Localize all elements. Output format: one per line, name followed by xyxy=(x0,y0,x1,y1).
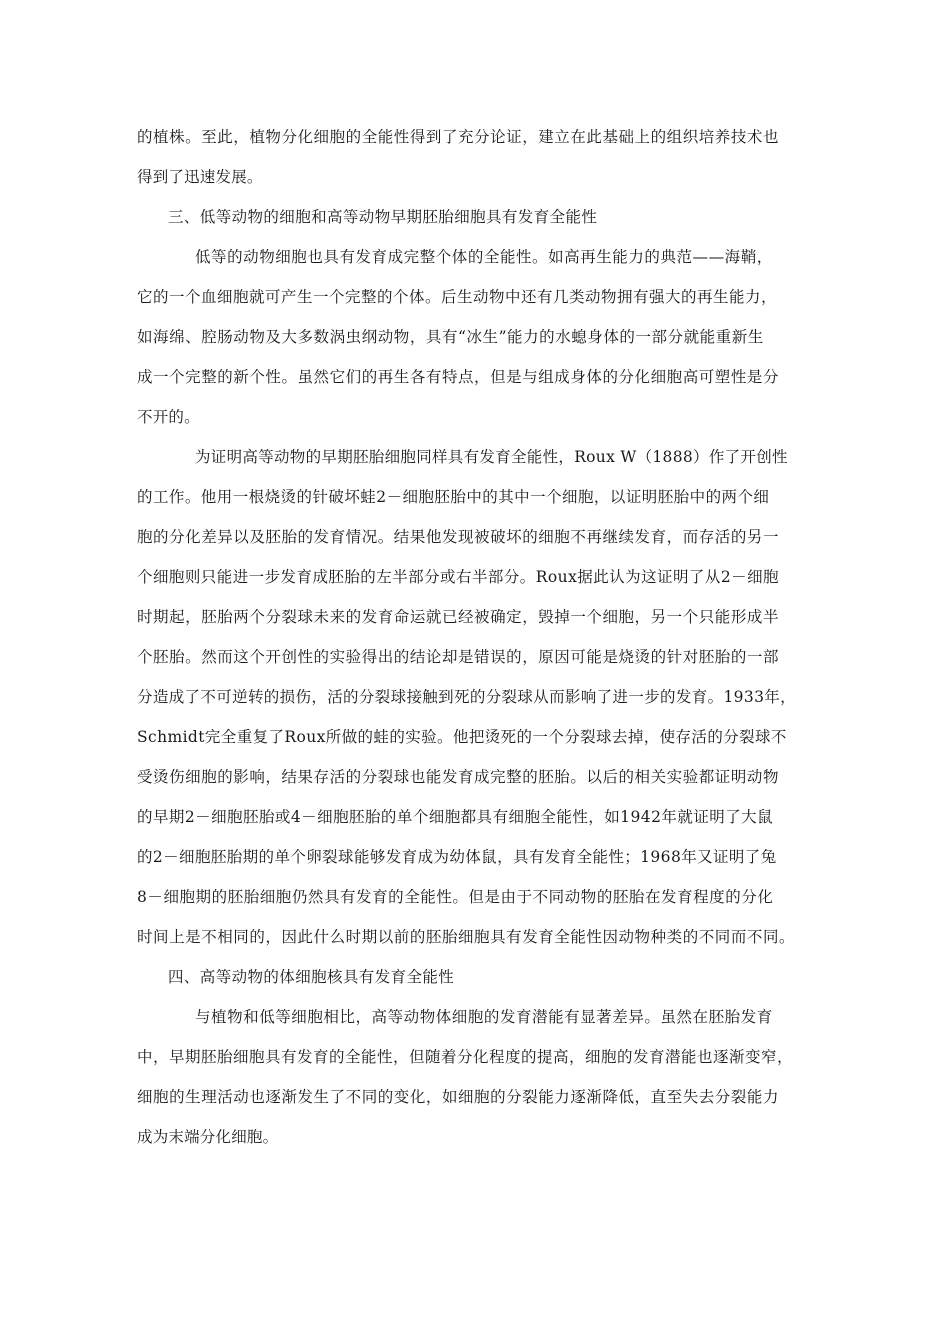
text-line: 个胚胎。然而这个开创性的实验得出的结论却是错误的，原因可能是烧烫的针对胚胎的一部 xyxy=(137,648,780,666)
text-line: 的2－细胞胚胎期的单个卵裂球能够发育成为幼体鼠，具有发育全能性；1968年又证明了兔 xyxy=(137,848,777,866)
section-heading-3: 三、低等动物的细胞和高等动物早期胚胎细胞具有发育全能性 xyxy=(168,208,598,226)
text-line: 成一个完整的新个性。虽然它们的再生各有特点，但是与组成身体的分化细胞高可塑性是分 xyxy=(137,368,780,386)
text-line: 胞的分化差异以及胚胎的发育情况。结果他发现被破坏的细胞不再继续发育，而存活的另一 xyxy=(137,528,780,546)
text-line: 得到了迅速发展。 xyxy=(137,168,263,186)
text-line: 不开的。 xyxy=(137,408,200,426)
text-line: 为证明高等动物的早期胚胎细胞同样具有发育全能性，Roux W（1888）作了开创性 xyxy=(195,448,788,466)
text-line: Schmidt完全重复了Roux所做的蛙的实验。他把烫死的一个分裂球去掉，使存活的分裂球不 xyxy=(137,728,787,746)
section-heading-4: 四、高等动物的体细胞核具有发育全能性 xyxy=(168,968,455,986)
text-line: 中，早期胚胎细胞具有发育的全能性，但随着分化程度的提高，细胞的发育潜能也逐渐变窄， xyxy=(137,1048,794,1066)
text-line: 个细胞则只能进一步发育成胚胎的左半部分或右半部分。Roux据此认为这证明了从2－细胞 xyxy=(137,568,779,586)
text-line: 低等的动物细胞也具有发育成完整个体的全能性。如高再生能力的典范——海鞘， xyxy=(195,248,773,266)
text-line: 8－细胞期的胚胎细胞仍然具有发育的全能性。但是由于不同动物的胚胎在发育程度的分化 xyxy=(137,888,774,906)
text-line: 时期起，胚胎两个分裂球未来的发育命运就已经被确定，毁掉一个细胞，另一个只能形成半 xyxy=(137,608,780,626)
text-line: 细胞的生理活动也逐渐发生了不同的变化，如细胞的分裂能力逐渐降低，直至失去分裂能力 xyxy=(137,1088,780,1106)
text-line: 与植物和低等细胞相比，高等动物体细胞的发育潜能有显著差异。虽然在胚胎发育 xyxy=(195,1008,773,1026)
text-line: 时间上是不相同的，因此什么时期以前的胚胎细胞具有发育全能性因动物种类的不同而不同。 xyxy=(137,928,796,946)
text-line: 的植株。至此，植物分化细胞的全能性得到了充分论证，建立在此基础上的组织培养技术也 xyxy=(137,128,780,146)
text-line: 的早期2－细胞胚胎或4－细胞胚胎的单个细胞都具有细胞全能性，如1942年就证明了大鼠 xyxy=(137,808,774,826)
text-line: 如海绵、腔肠动物及大多数涡虫纲动物，具有“冰生”能力的水螅身体的一部分就能重新生 xyxy=(137,328,764,346)
text-line: 成为末端分化细胞。 xyxy=(137,1128,279,1146)
text-line: 它的一个血细胞就可产生一个完整的个体。后生动物中还有几类动物拥有强大的再生能力， xyxy=(137,288,778,306)
text-line: 受烫伤细胞的影响，结果存活的分裂球也能发育成完整的胚胎。以后的相关实验都证明动物 xyxy=(137,768,780,786)
text-line: 的工作。他用一根烧烫的针破坏蛙2－细胞胚胎中的其中一个细胞，以证明胚胎中的两个细 xyxy=(137,488,770,506)
text-line: 分造成了不可逆转的损伤，活的分裂球接触到死的分裂球从而影响了进一步的发育。1933年， xyxy=(137,688,796,706)
